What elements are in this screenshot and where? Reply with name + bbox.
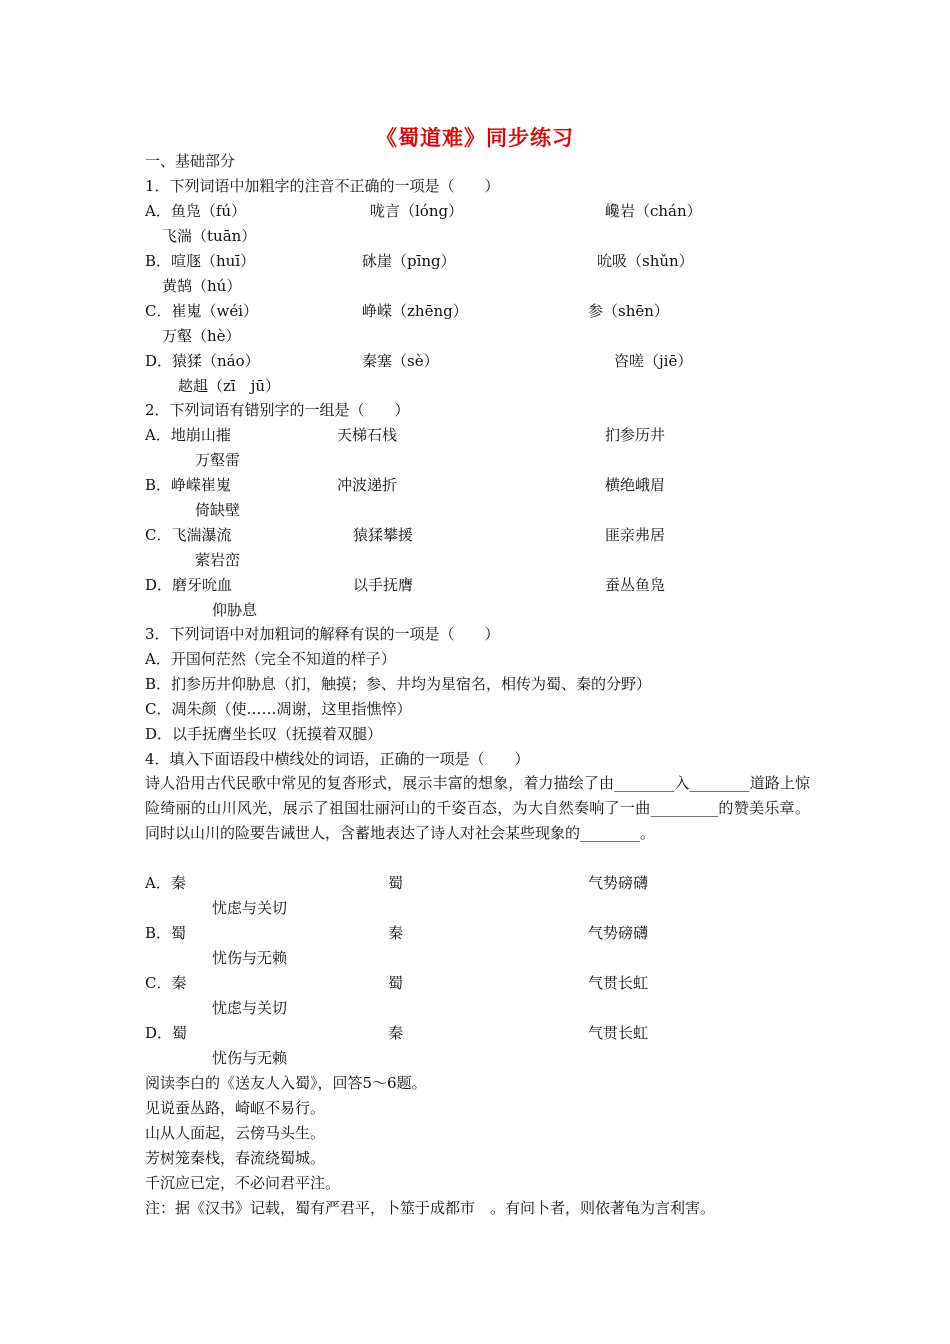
q2-option-d-1: D．磨牙吮血 [145,576,233,594]
q4-option-b-4: 忧伤与无赖 [212,949,288,967]
q4-option-a-1: A．秦 [145,874,186,892]
q2-option-d-2: 以手抚膺 [353,576,414,594]
q4-option-d-3: 气贯长虹 [588,1024,649,1042]
q2-option-c-2: 猿猱攀援 [353,526,414,544]
q3-option-d: D．以手抚膺坐长叹（抚摸着双腿） [145,725,383,743]
q1-option-a-1: A．鱼凫（fú） [145,202,247,220]
q1-option-a-3: 巉岩（chán） [605,202,702,220]
q2-option-a-3: 扪参历井 [605,426,666,444]
q1-option-d-1: D．猿猱（náo） [145,352,260,370]
q2-option-b-3: 横绝峨眉 [605,476,666,494]
q4-passage: 诗人沿用古代民歌中常见的复沓形式，展示丰富的想象，着力描绘了由________入________道路上惊险绮丽的山川风光，展示了祖国壮丽河山的千姿百态，为大自然奏响了一曲_________的赞美乐章。同时以山川的险要告诫世人，含蓄地表达了诗人对社会某些现象的________。 [145,774,810,842]
q2-option-d-4: 仰胁息 [212,601,258,619]
q3-option-c: C．凋朱颜（使……凋谢，这里指憔悴） [145,700,412,718]
q4-option-a-3: 气势磅礴 [588,874,649,892]
q4-option-c-4: 忧虑与关切 [212,999,288,1017]
q4-option-b-1: B．蜀 [145,924,187,942]
q1-option-b-2: 砯崖（pīng） [362,252,456,270]
q2-option-b-4: 倚缺壁 [195,501,241,519]
q4-option-b-2: 秦 [388,924,404,942]
q1-option-c-1: C．崔嵬（wéi） [145,302,258,320]
q1-option-a-2: 咙言（lóng） [370,202,464,220]
poem-line: 千沉应已定，不必问君平注。 [145,1174,341,1192]
q4-option-c-3: 气贯长虹 [588,974,649,992]
q2-option-a-2: 天梯石栈 [337,426,398,444]
q3-option-a: A．开国何茫然（完全不知道的样子） [145,650,396,668]
q4-option-a-2: 蜀 [388,874,404,892]
q4-option-c-2: 蜀 [388,974,404,992]
poem-line: 芳树笼秦栈，春流绕蜀城。 [145,1149,326,1167]
q1-option-d-4: 趑趄（zī jū） [178,377,281,395]
q2-option-c-1: C．飞湍瀑流 [145,526,232,544]
question-2-stem: 2．下列词语有错别字的一组是（ ） [145,401,410,419]
q1-option-c-4: 万壑（hè） [162,327,241,345]
q1-option-b-4: 黄鹄（hú） [162,277,242,295]
page-title: 《蜀道难》同步练习 [376,125,574,150]
question-3-stem: 3．下列词语中对加粗词的解释有误的一项是（ ） [145,625,500,643]
question-4-stem: 4．填入下面语段中横线处的词语，正确的一项是（ ） [145,750,530,768]
q2-option-d-3: 蚕丛鱼凫 [605,576,666,594]
q1-option-c-3: 参（shēn） [588,302,669,320]
poem-line: 山从人面起，云傍马头生。 [145,1124,326,1142]
poem-line: 见说蚕丛路，崎岖不易行。 [145,1099,326,1117]
q1-option-d-2: 秦塞（sè） [362,352,439,370]
q4-option-d-1: D．蜀 [145,1024,188,1042]
q1-option-b-3: 吮吸（shǔn） [597,252,694,270]
q2-option-a-1: A．地崩山摧 [145,426,231,444]
q4-option-b-3: 气势磅礴 [588,924,649,942]
q2-option-b-2: 冲波递折 [337,476,398,494]
q4-option-c-1: C．秦 [145,974,187,992]
q4-option-d-4: 忧伤与无赖 [212,1049,288,1067]
q2-option-c-4: 萦岩峦 [195,551,241,569]
q3-option-b: B．扪参历井仰胁息（扪，触摸；参、井均为星宿名，相传为蜀、秦的分野） [145,675,652,693]
q4-option-a-4: 忧虑与关切 [212,899,288,917]
q1-option-a-4: 飞湍（tuān） [162,227,257,245]
q1-option-b-1: B．喧豗（huī） [145,252,256,270]
q2-option-c-3: 匪亲弗居 [605,526,666,544]
section-heading: 一、基础部分 [145,152,236,170]
q1-option-d-3: 咨嗟（jiē） [614,352,693,370]
question-1-stem: 1．下列词语中加粗字的注音不正确的一项是（ ） [145,177,500,195]
q2-option-a-4: 万壑雷 [195,451,241,469]
q4-option-d-2: 秦 [388,1024,404,1042]
q2-option-b-1: B．峥嵘崔嵬 [145,476,232,494]
reading-note: 注：据《汉书》记载，蜀有严君平，卜筮于成都市 。有问卜者，则依著龟为言利害。 [145,1199,716,1217]
q1-option-c-2: 峥嵘（zhēng） [362,302,468,320]
reading-intro: 阅读李白的《送友人入蜀》，回答5～6题。 [145,1074,427,1092]
